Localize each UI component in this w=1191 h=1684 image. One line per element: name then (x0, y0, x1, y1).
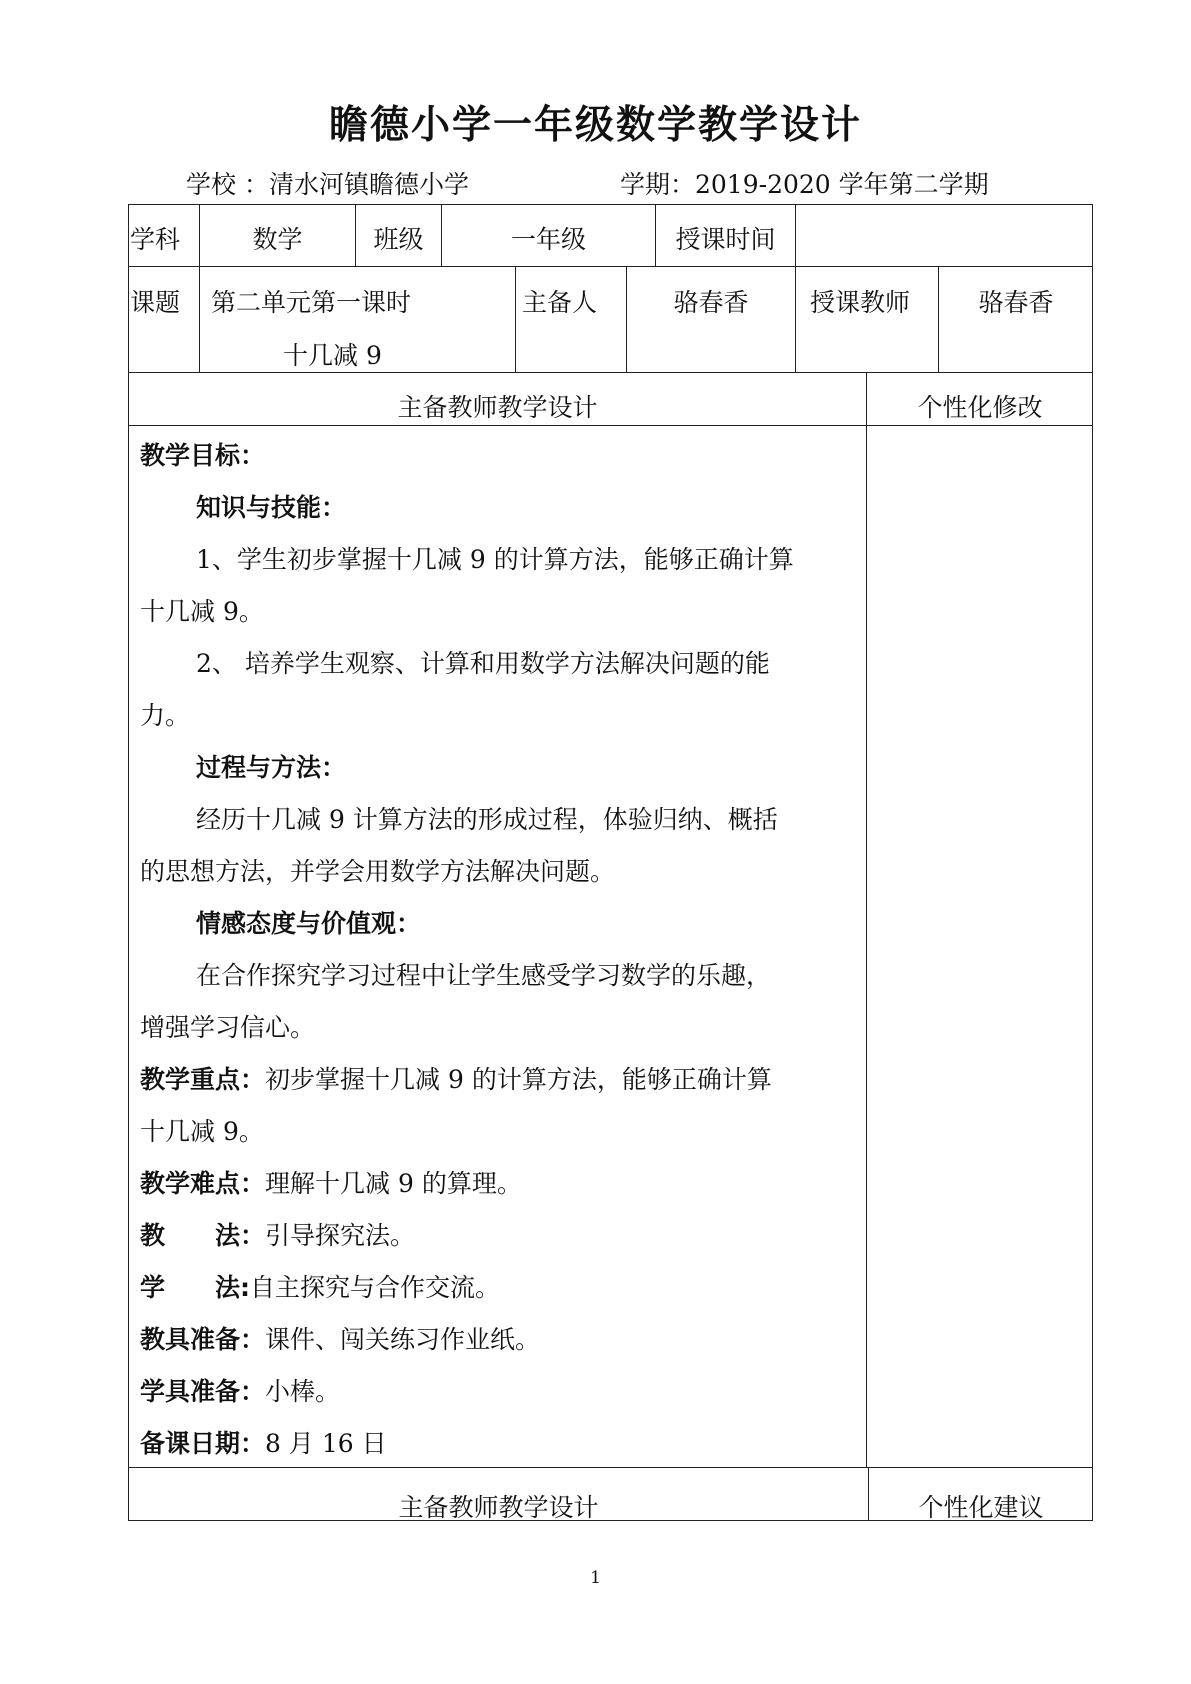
content-text: 增强学习信心。 (140, 1013, 316, 1042)
col-divider (626, 266, 627, 372)
content-line (140, 1366, 860, 1418)
content-label: 教学难点： (140, 1169, 266, 1198)
content-line (140, 1262, 860, 1314)
content-text: 力。 (140, 701, 191, 730)
modification-header: 个性化修改 (917, 393, 1043, 422)
col-divider (199, 266, 200, 372)
teacher-value: 骆春香 (978, 288, 1054, 317)
content-line (140, 1106, 860, 1158)
topic-label: 课题 (130, 288, 181, 317)
subject-label: 学科 (130, 225, 181, 254)
row-divider (128, 372, 1093, 373)
lead-teacher-label: 主备人 (522, 288, 598, 317)
content-label: 学具准备： (140, 1377, 266, 1406)
content-text: 在合作探究学习过程中让学生感受学习数学的乐趣， (196, 961, 772, 990)
content-line (140, 898, 860, 950)
content-line (140, 846, 860, 898)
content-label: 学 法: (140, 1273, 250, 1302)
content-line (140, 1210, 860, 1262)
content-line (140, 742, 860, 794)
class-label: 班级 (373, 225, 424, 254)
topic-line-2: 十几减 9 (283, 341, 382, 370)
col-divider (795, 204, 796, 266)
row-divider (128, 425, 1093, 426)
content-label: 情感态度与价值观： (196, 909, 422, 938)
col-divider (515, 266, 516, 372)
content-text: 初步掌握十几减 9 的计算方法，能够正确计算 (265, 1065, 772, 1094)
content-text: 课件、闯关练习作业纸。 (265, 1325, 541, 1354)
content-text: 引导探究法。 (265, 1221, 416, 1250)
suggestion-header: 个性化建议 (918, 1493, 1044, 1522)
design-header: 主备教师教学设计 (397, 393, 598, 422)
content-line (140, 1158, 860, 1210)
content-line (140, 690, 860, 742)
content-label: 教学重点： (140, 1065, 266, 1094)
content-label: 教具准备： (140, 1325, 266, 1354)
page-title: 瞻德小学一年级数学教学设计 (328, 103, 862, 148)
row-divider (128, 266, 1093, 267)
lesson-content (140, 430, 860, 1470)
content-line (140, 534, 860, 586)
content-line (140, 794, 860, 846)
content-label: 过程与方法： (196, 753, 347, 782)
class-time-label: 授课时间 (675, 225, 776, 254)
content-line (140, 586, 860, 638)
lead-teacher-value: 骆春香 (673, 288, 749, 317)
col-divider (795, 266, 796, 372)
content-label: 备课日期： (140, 1429, 266, 1458)
content-line (140, 1314, 860, 1366)
content-text: 经历十几减 9 计算方法的形成过程，体验归纳、概括 (196, 805, 778, 834)
content-line (140, 430, 860, 482)
content-label: 教 法： (140, 1221, 266, 1250)
page-number: 1 (590, 1568, 601, 1588)
school-info: 学校 ：清水河镇瞻德小学 (186, 170, 469, 199)
content-text: 的思想方法，并学会用数学方法解决问题。 (140, 857, 616, 886)
class-value: 一年级 (510, 225, 586, 254)
content-line (140, 1002, 860, 1054)
content-text: 理解十几减 9 的算理。 (265, 1169, 522, 1198)
content-text: 自主探究与合作交流。 (250, 1273, 501, 1302)
content-text: 十几减 9。 (140, 597, 264, 626)
content-text: 1、学生初步掌握十几减 9 的计算方法，能够正确计算 (196, 545, 794, 574)
content-line (140, 1054, 860, 1106)
content-label: 知识与技能： (196, 493, 347, 522)
content-text: 2、 培养学生观察、计算和用数学方法解决问题的能 (196, 649, 770, 678)
design-header-2: 主备教师教学设计 (398, 1493, 599, 1522)
content-text: 小棒。 (265, 1377, 341, 1406)
teacher-label: 授课教师 (810, 288, 911, 317)
content-text: 8 月 16 日 (265, 1429, 387, 1458)
content-line (140, 1418, 860, 1470)
topic-line-1: 第二单元第一课时 (211, 288, 412, 317)
content-line (140, 950, 860, 1002)
term-info: 学期：2019-2020 学年第二学期 (620, 170, 989, 199)
col-divider (866, 372, 867, 1467)
subject-value: 数学 (252, 225, 303, 254)
content-label: 教学目标： (140, 441, 266, 470)
content-text: 十几减 9。 (140, 1117, 264, 1146)
content-line (140, 482, 860, 534)
content-line (140, 638, 860, 690)
col-divider (938, 266, 939, 372)
